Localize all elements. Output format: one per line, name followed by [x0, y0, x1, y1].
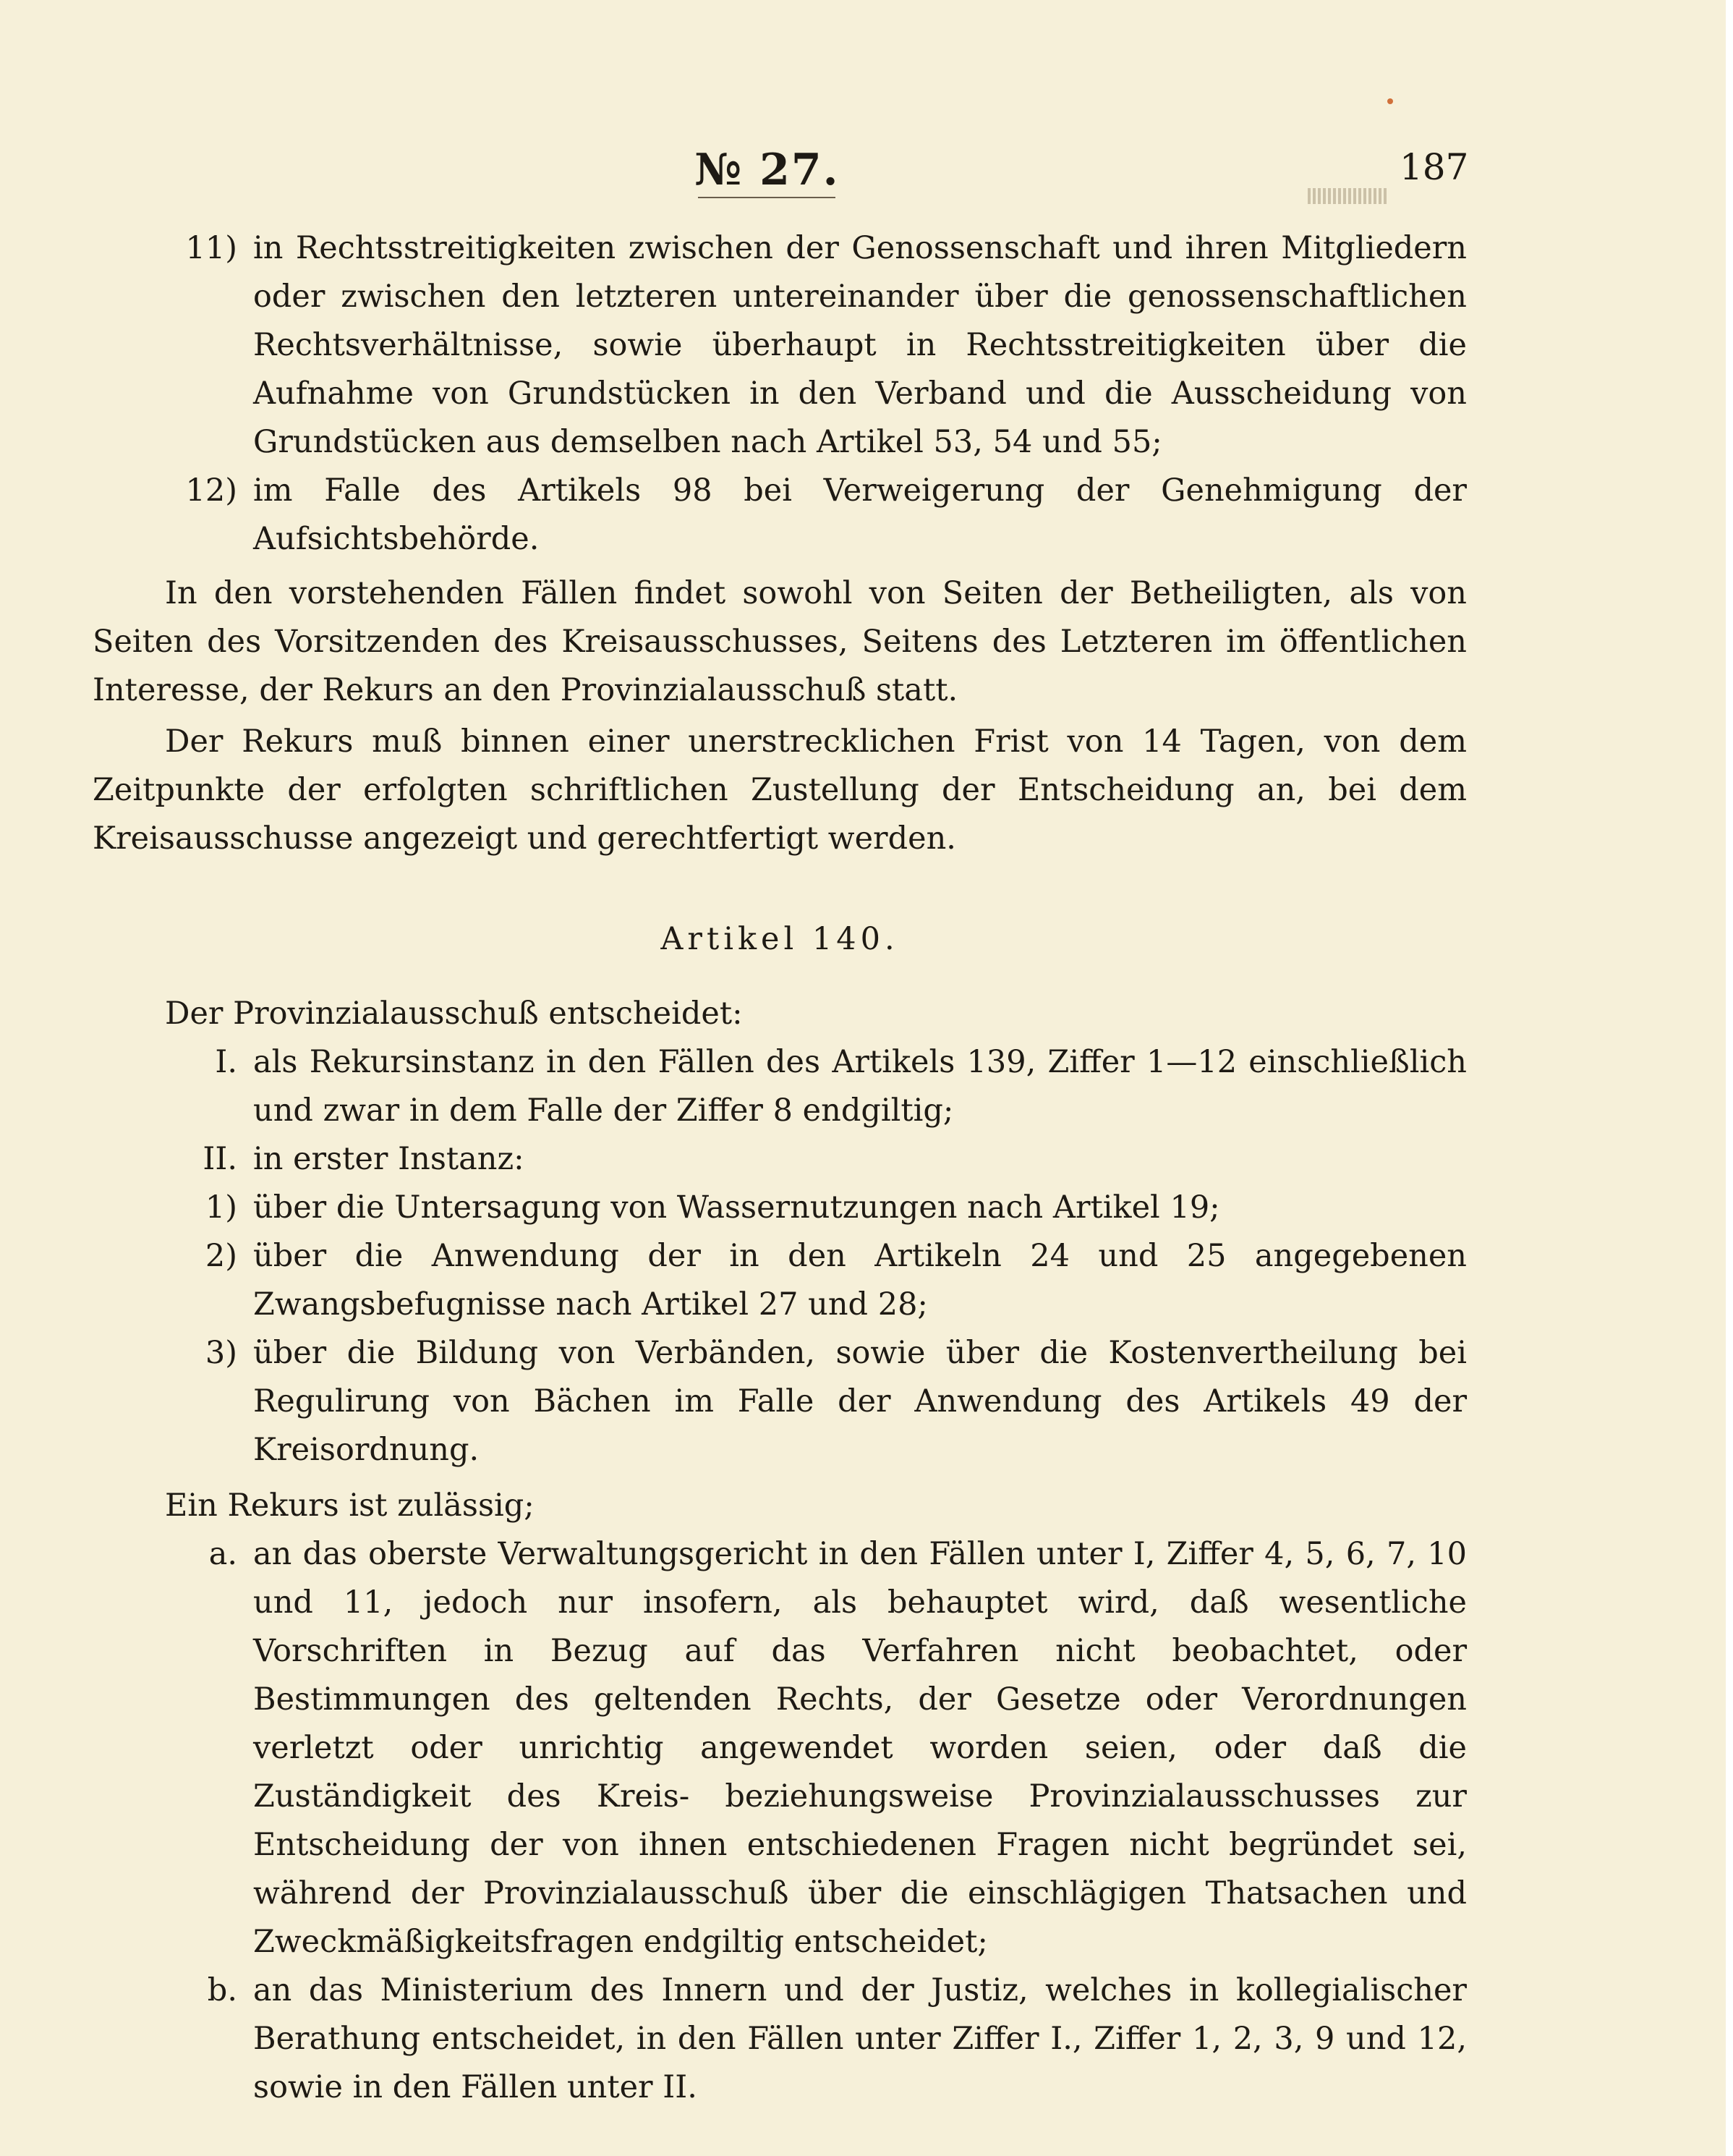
- item-number: 12): [185, 472, 237, 509]
- sub-item: [93, 1184, 1467, 1232]
- letter-item: [93, 1530, 1467, 1966]
- item-text: in erster Instanz:: [253, 1141, 524, 1177]
- library-stamp: [1308, 188, 1387, 204]
- roman-item: [93, 1038, 1467, 1135]
- sub-item: [93, 1232, 1467, 1329]
- ink-spot: [1387, 98, 1393, 104]
- issue-number: № 27.: [694, 145, 840, 195]
- page-header: [0, 137, 1733, 203]
- paragraph: Der Rekurs muß binnen einer unerstrecklichen Frist von 14 Tagen, von dem Zeitpunkte der erfolgten schriftlichen Zustellung der Entscheidung an, bei dem Kreisausschusse angezeigt und gerechtfertigt werden.: [93, 723, 1467, 857]
- item-letter: a.: [208, 1536, 237, 1572]
- list-item: [93, 467, 1467, 564]
- item-number: 11): [185, 230, 237, 266]
- item-number: 2): [205, 1238, 237, 1274]
- rekurs-intro: Ein Rekurs ist zulässig;: [165, 1487, 535, 1524]
- item-text: im Falle des Artikels 98 bei Verweigerung der Genehmigung der Aufsichtsbehörde.: [253, 472, 1467, 557]
- item-text: als Rekursinstanz in den Fällen des Artikels 139, Ziffer 1—12 einschließlich und zwar in dem Falle der Ziffer 8 endgiltig;: [253, 1044, 1467, 1129]
- paragraph: In den vorstehenden Fällen findet sowohl von Seiten der Betheiligten, als von Seiten des Vorsitzenden des Kreisausschusses, Seitens des Letzteren im öffentlichen Interesse, der Rekurs an den Provinzialausschuß statt.: [93, 575, 1467, 708]
- list-item: [93, 224, 1467, 467]
- article-intro: Der Provinzialausschuß entscheidet:: [165, 996, 743, 1032]
- issue-underline: [698, 197, 835, 198]
- sub-item: [93, 1329, 1467, 1474]
- page-edge: [1726, 0, 1733, 2156]
- item-number: II.: [203, 1141, 237, 1177]
- item-text: an das Ministerium des Innern und der Justiz, welches in kollegialischer Berathung entscheidet, in den Fällen unter Ziffer I., Ziffer 1, 2, 3, 9 und 12, sowie in den Fällen unter II.: [253, 1972, 1467, 2105]
- letter-item: [93, 1966, 1467, 2112]
- item-text: an das oberste Verwaltungsgericht in den Fällen unter I, Ziffer 4, 5, 6, 7, 10 und 11, jedoch nur insofern, als behauptet wird, daß wesentliche Vorschriften in Bezug auf das Verfahren nicht beobachtet, oder Bestimmungen des geltenden Rechts, der Gesetze oder Verordnungen verletzt oder unrichtig angewendet worden seien, oder daß die Zuständigkeit des Kreis- beziehungsweise Provinzialausschusses zur Entscheidung der von ihnen entschiedenen Fragen nicht begründet sei, während der Provinzialausschuß über die einschlägigen Thatsachen und Zweckmäßigkeitsfragen endgiltig entscheidet;: [253, 1536, 1467, 1960]
- page-number: 187: [1400, 146, 1469, 188]
- article-heading: Artikel 140.: [660, 921, 899, 957]
- item-text: über die Untersagung von Wassernutzungen nach Artikel 19;: [253, 1189, 1220, 1226]
- item-number: I.: [215, 1044, 237, 1080]
- item-letter: b.: [207, 1972, 237, 2008]
- item-number: 1): [205, 1189, 237, 1226]
- item-number: 3): [205, 1335, 237, 1371]
- item-text: über die Bildung von Verbänden, sowie über die Kostenvertheilung bei Regulirung von Bächen im Falle der Anwendung des Artikels 49 der Kreisordnung.: [253, 1335, 1467, 1468]
- page-body: [93, 224, 1467, 2112]
- item-text: in Rechtsstreitigkeiten zwischen der Genossenschaft und ihren Mitgliedern oder zwischen den letzteren untereinander über die genossenschaftlichen Rechtsverhältnisse, sowie überhaupt in Rechtsstreitigkeiten über die Aufnahme von Grundstücken in den Verband und die Ausscheidung von Grundstücken aus demselben nach Artikel 53, 54 und 55;: [253, 230, 1467, 460]
- roman-item: [93, 1135, 1467, 1184]
- item-text: über die Anwendung der in den Artikeln 24 und 25 angegebenen Zwangsbefugnisse nach Artikel 27 und 28;: [253, 1238, 1467, 1323]
